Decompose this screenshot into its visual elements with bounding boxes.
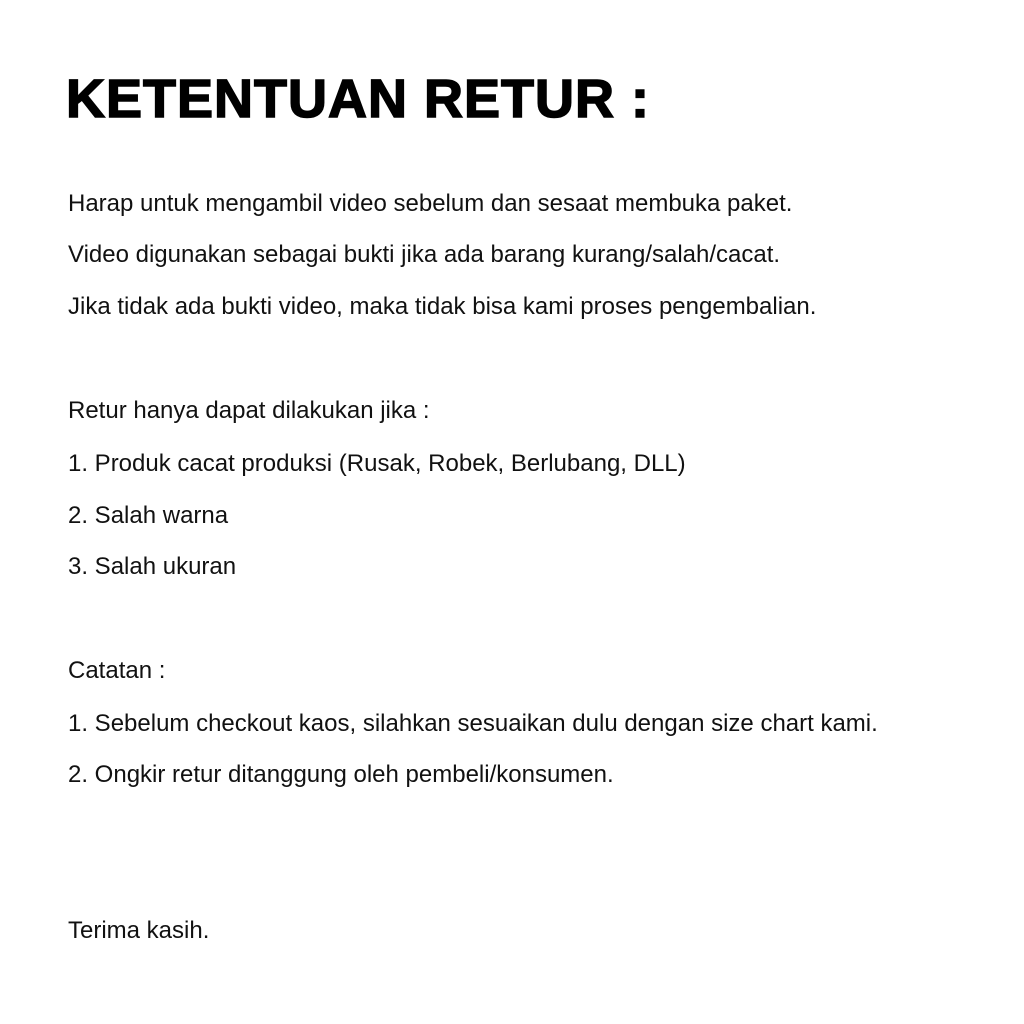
intro-line: Harap untuk mengambil video sebelum dan sesaat membuka paket. [68,190,793,217]
catatan-list-item: 2. Ongkir retur ditanggung oleh pembeli/konsumen. [68,761,614,788]
retur-heading: Retur hanya dapat dilakukan jika : [68,397,430,424]
intro-line: Video digunakan sebagai bukti jika ada barang kurang/salah/cacat. [68,241,781,268]
retur-list-item: 3. Salah ukuran [68,553,237,580]
catatan-heading: Catatan : [68,657,166,684]
closing-text: Terima kasih. [68,917,210,944]
retur-list-item: 1. Produk cacat produksi (Rusak, Robek, Berlubang, DLL) [68,450,686,477]
retur-list-item: 2. Salah warna [68,502,229,529]
catatan-list-item: 1. Sebelum checkout kaos, silahkan sesuaikan dulu dengan size chart kami. [68,710,878,737]
intro-line: Jika tidak ada bukti video, maka tidak bisa kami proses pengembalian. [68,293,817,320]
page-title: KETENTUAN RETUR : [66,69,650,129]
